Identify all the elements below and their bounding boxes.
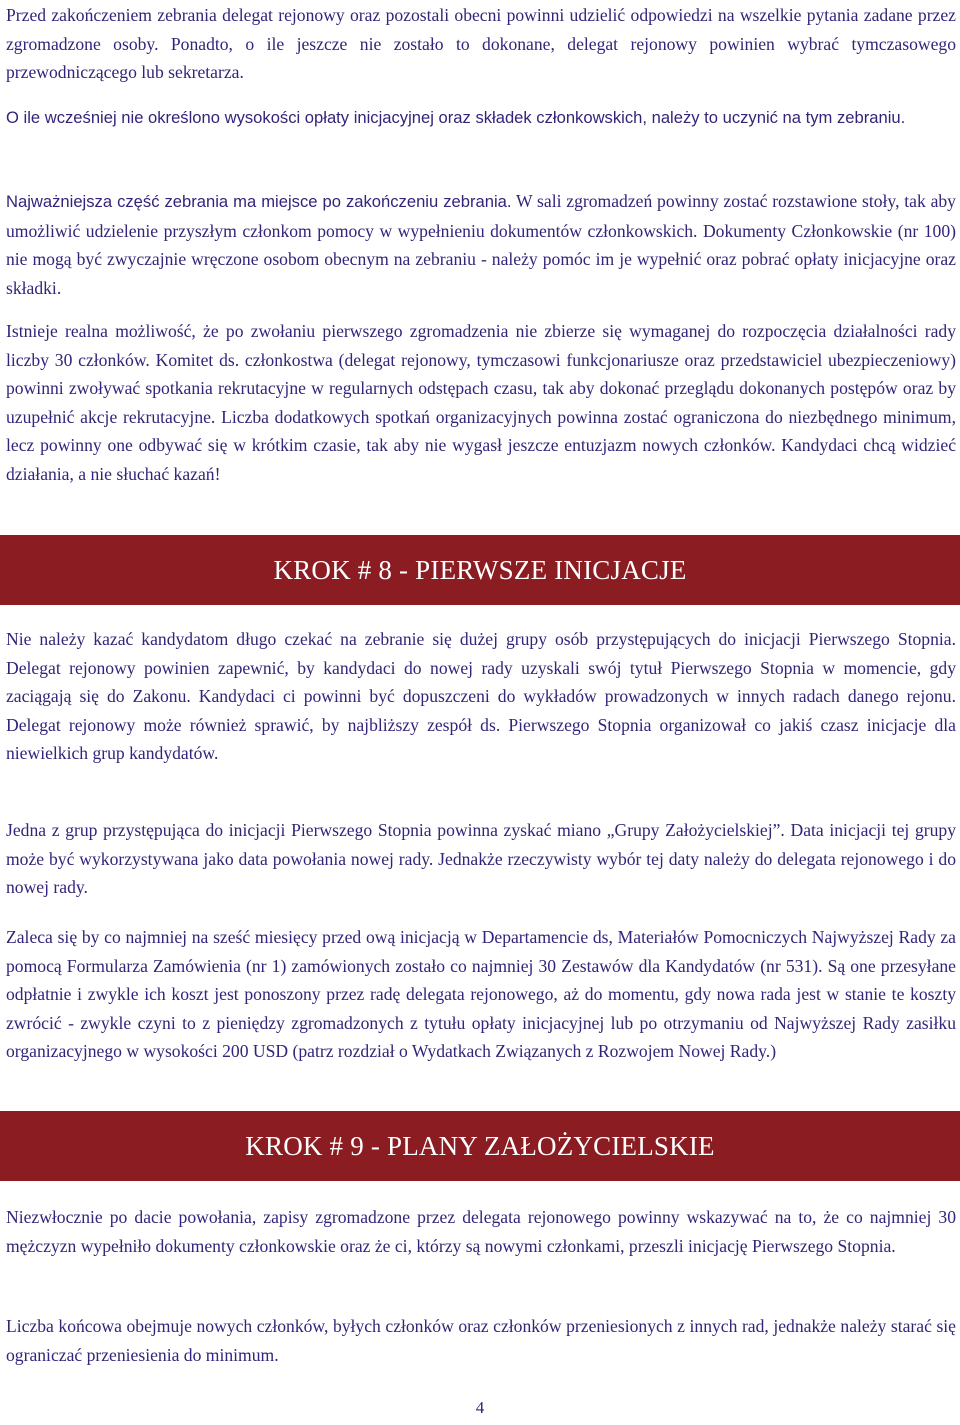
paragraph-text: Istnieje realna możliwość, że po zwołaniu pierwszego zgromadzenia nie zbierze się wymaganej do rozpoczęcia działalności rady liczby 30 członków. Komitet ds. członkostwa (delegat rejonowy, tymczasowi funkcjonariusze oraz przedstawiciel ubezpieczeniowy) powinni zwoływać spotkania rekrutacyjne w regularnych odstępach czasu, tak aby dokonać przeglądu dokonanych postępów oraz by uzupełnić akcje rekrutacyjne. Liczba dodatkowych spotkań organizacyjnych powinna zostać ograniczona do niezbędnego minimum, lecz powinny one odbywać się w krótkim czasie, tak aby nie wygasł jeszcze entuzjazm nowych członków. Kandydaci chcą widzieć działania, a nie słuchać kazań!	[6, 321, 956, 484]
text-block-important	[6, 187, 956, 302]
paragraph-text-lead: Najważniejsza część zebrania ma miejsce po zakończeniu zebrania.	[6, 192, 512, 211]
page-number: 4	[475, 1398, 485, 1417]
paragraph-text: O ile wcześniej nie określono wysokości opłaty inicjacyjnej oraz składek członkowskich, należy to uczynić na tym zebraniu.	[6, 108, 906, 127]
text-block-step8-initiations	[6, 625, 956, 768]
step-9-banner	[0, 1111, 960, 1181]
paragraph-text-tables: W sali zgromadzeń powinny zostać rozstawione stoły, tak aby umożliwić udzielenie przyszłym członkom pomocy w wypełnieniu dokumentów członkowskich.	[6, 191, 956, 241]
paragraph-order-kits	[6, 923, 956, 1066]
paragraph-records	[6, 1203, 956, 1260]
text-block-step9-records	[6, 1203, 956, 1260]
paragraph-text: Zaleca się by co najmniej na sześć miesięcy przed ową inicjacją w Departamencie ds, Materiałów Pomocniczych Najwyższej Rady za pomocą Formularza Zamówienia (nr 1) zamówionych zostało co najmniej 30 Zestawów dla Kandydatów (nr 531). Są one przesyłane odpłatnie i zwykle ich koszt jest ponoszony przez radę delegata rejonowego, aż do momentu, gdy nowa rada jest w stanie te koszty zwrócić - zwykle czyni to z pieniędzy zgromadzonych z tytułu opłaty inicjacyjnej lub po otrzymaniu od Najwyższej Rady zasiłku organizacyjnego w wysokości 200 USD (patrz rozdział o Wydatkach Związanych z Rozwojem Nowej Rady.)	[6, 927, 956, 1062]
paragraph-final-count	[6, 1312, 956, 1369]
paragraph-initiations	[6, 625, 956, 768]
paragraph-text-documents: Dokumenty Członkowskie (nr 100) nie mogą być zwyczajnie wręczone osobom obecnym na zebraniu - należy pomóc im je wypełnić oraz pobrać opłaty inicjacyjne oraz składki.	[6, 220, 956, 298]
text-block-step9-final-count	[6, 1312, 956, 1369]
paragraph-text: Nie należy kazać kandydatom długo czekać na zebranie się dużej grupy osób przystępujących do inicjacji Pierwszego Stopnia. Delegat rejonowy powinien zapewnić, by kandydaci do nowej rady uzyskali swój tytuł Pierwszego Stopnia w momencie, gdy zaciągają się do Zakonu. Kandydaci ci powinni być dopuszczeni do wykładów prowadzonych w innych radach danego rejonu. Delegat rejonowy może również sprawić, by najbliższy zespół ds. Pierwszego Stopnia organizował co jakiś czasz inicjacje dla niewielkich grup kandydatów.	[6, 629, 956, 764]
paragraph-important-part	[6, 187, 956, 302]
text-block-fees	[6, 104, 956, 133]
text-block-top	[6, 1, 956, 87]
paragraph-text: Jedna z grup przystępująca do inicjacji Pierwszego Stopnia powinna zyskać miano „Grupy Założycielskiej”. Data inicjacji tej grupy może być wykorzystywana jako data powołania nowej rady. Jednakże rzeczywisty wybór tej daty należy do delegata rejonowego i do nowej rady.	[6, 820, 956, 898]
text-block-step8-founding-group	[6, 816, 956, 902]
step-9-heading: KROK # 9 - PLANY ZAŁOŻYCIELSKIE	[245, 1130, 715, 1161]
paragraph-text: Przed zakończeniem zebrania delegat rejonowy oraz pozostali obecni powinni udzielić odpowiedzi na wszelkie pytania zadane przez zgromadzone osoby. Ponadto, o ile jeszcze nie zostało to dokonane, delegat rejonowy powinien wybrać tymczasowego przewodniczącego lub sekretarza.	[6, 5, 956, 83]
paragraph-recruitment	[6, 317, 956, 489]
step-8-banner	[0, 535, 960, 605]
paragraph-text: Liczba końcowa obejmuje nowych członków, byłych członków oraz członków przeniesionych z innych rad, jednakże należy starać się ograniczać przeniesienia do minimum.	[6, 1316, 956, 1365]
paragraph-closing-questions	[6, 1, 956, 87]
text-block-step8-order	[6, 923, 956, 1066]
paragraph-text: Niezwłocznie po dacie powołania, zapisy zgromadzone przez delegata rejonowego powinny wskazywać na to, że co najmniej 30 mężczyzn wypełniło dokumenty członkowskie oraz że ci, którzy są nowymi członkami, przeszli inicjację Pierwszego Stopnia.	[6, 1207, 956, 1256]
paragraph-founding-group	[6, 816, 956, 902]
step-8-heading: KROK # 8 - PIERWSZE INICJACJE	[273, 554, 687, 585]
text-block-recruitment	[6, 317, 956, 489]
paragraph-fees	[6, 104, 956, 133]
